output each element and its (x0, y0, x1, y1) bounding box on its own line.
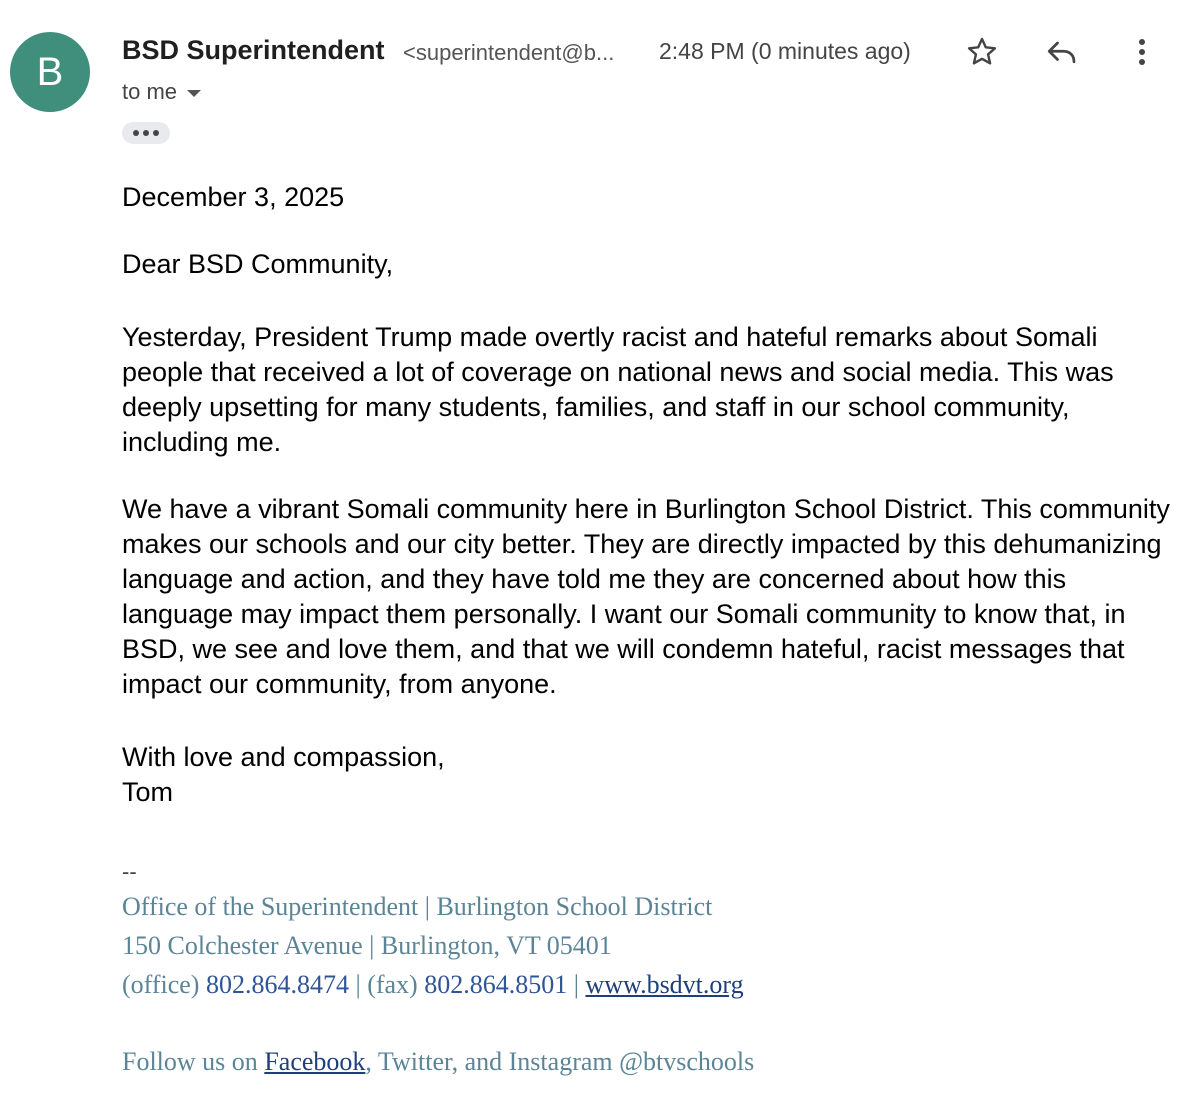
follow-suffix: , Twitter, and Instagram @btvschools (365, 1047, 755, 1076)
sender-avatar[interactable] (10, 32, 90, 112)
reply-button[interactable] (1040, 30, 1084, 74)
show-trimmed-content-button[interactable] (122, 122, 170, 144)
follow-prefix: Follow us on (122, 1047, 258, 1076)
recipient-label: to me (122, 79, 178, 104)
fax-label: (fax) (367, 970, 418, 999)
contact-divider: | (355, 970, 361, 999)
fax-phone[interactable]: 802.864.8501 (424, 970, 568, 999)
email-signature (122, 857, 754, 1081)
office-label: (office) (122, 970, 200, 999)
signature-social-line (122, 1042, 754, 1081)
message-closing: With love and compassion, (122, 742, 445, 772)
message-greeting: Dear BSD Community, (122, 249, 394, 279)
sender-email: <superintendent@b... (403, 40, 615, 65)
message-paragraph-2: We have a vibrant Somali community here in Burlington School District. This community makes our schools and our city better. They are directly impacted by this dehumanizing language and action, and they have told me they are concerned about how this language may impact them personally. I want our Somali community to know that, in BSD, we see and love them, and that we will condemn hateful, racist messages that impact our community, from anyone. (122, 494, 1170, 699)
contact-divider: | (573, 970, 579, 999)
facebook-link[interactable]: Facebook (264, 1047, 366, 1076)
message-body (122, 180, 1172, 810)
message-paragraph-1: Yesterday, President Trump made overtly racist and hateful remarks about Somali people that received a lot of coverage on national news and social media. This was deeply upsetting for many students, families, and staff in our school community, including me. (122, 322, 1114, 457)
signature-office-line: Office of the Superintendent | Burlington School District (122, 892, 713, 921)
sender-name[interactable]: BSD Superintendent (122, 35, 385, 65)
signature-separator: -- (122, 859, 137, 884)
ellipsis-icon (133, 130, 139, 136)
message-date: December 3, 2025 (122, 182, 345, 212)
signature-contact-line (122, 965, 754, 1004)
recipient-details-toggle[interactable] (122, 79, 201, 105)
message-timestamp: 2:48 PM (0 minutes ago) (659, 38, 911, 64)
website-link[interactable]: www.bsdvt.org (585, 970, 744, 999)
office-phone[interactable]: 802.864.8474 (205, 970, 349, 999)
star-icon (965, 35, 999, 69)
reply-icon (1044, 34, 1080, 70)
more-options-button[interactable] (1120, 30, 1164, 74)
signature-address-line: 150 Colchester Avenue | Burlington, VT 05401 (122, 931, 612, 960)
message-signer: Tom (122, 777, 174, 807)
avatar-letter: B (36, 49, 64, 94)
more-vert-icon (1137, 37, 1147, 67)
chevron-down-icon (187, 90, 201, 97)
star-button[interactable] (960, 30, 1004, 74)
